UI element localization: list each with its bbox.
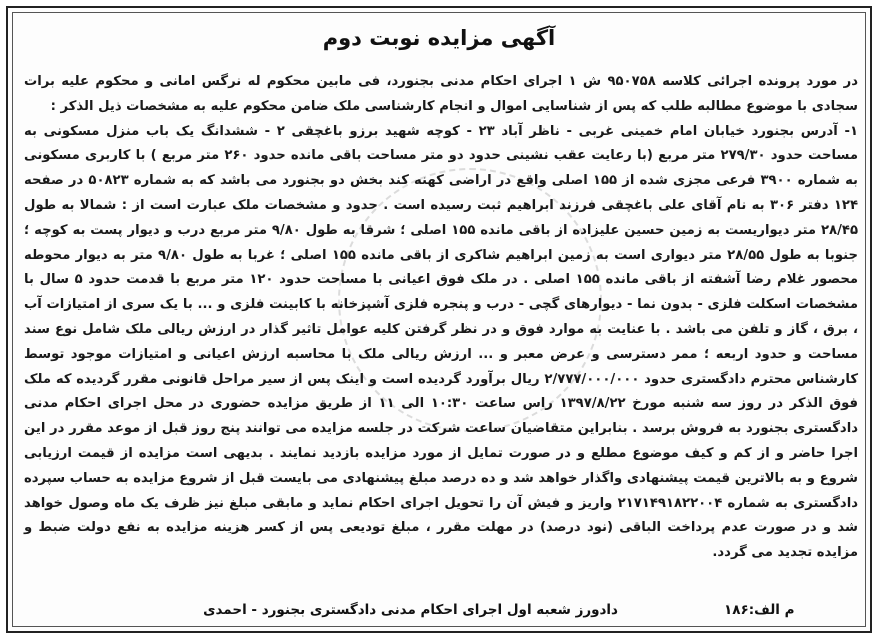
issuer-signature: دادورز شعبه اول اجرای احکام مدنی دادگستری بجنورد - احمدی (203, 602, 618, 618)
notice-paragraph-details: ۱- آدرس بجنورد خیابان امام خمینی غربی - ناظر آباد ۲۳ - کوچه شهید برزو باغچقی ۲ - ششدانگ یک باب منزل مسکونی به مساحت حدود ۲۷۹/۳۰ متر مربع (با رعایت عقب نشینی حدود دو متر مساحت باقی مانده حدود ۲۶۰ متر مربع ) با کاربری مسکونی به شماره ۳۹۰۰ فرعی مجزی شده از ۱۵۵ اصلی واقع در اراضی کهنه کند بخش دو بجنورد می باشد که به شماره ۵۰۸۲۳ در صفحه ۱۲۴ دفتر ۳۰۶ به نام آقای علی باغچقی فرزند ابراهیم ثبت رسیده است . حدود و مشخصات ملک عبارت است از : شمالا به طول ۲۸/۴۵ متر دیواریست به زمین حسین علیزاده از باقی مانده ۱۵۵ اصلی ؛ شرقا به طول ۹/۸۰ متر مربع درب و دیوار پست به کوچه ؛ جنوبا به طول ۲۸/۵۵ متر دیواری است به زمین ابراهیم شاکری از باقی مانده ۱۵۵ اصلی ؛ غربا به طول ۹/۸۰ متر به دیوار محوطه محصور غلام رضا آشفته از باقی مانده ۱۵۵ اصلی . در ملک فوق اعیانی با مساحت حدود ۱۲۰ متر مربع با قدمت حدود ۵ سال با مشخصات اسکلت فلزی - بدون نما - دیوارهای گچی - درب و پنجره فلزی آشپزخانه با کابینت فلزی و ... با یک سری از امتیازات آب ، برق ، گاز و تلفن می باشد . با عنایت به موارد فوق و در نظر گرفتن کلیه عوامل تاثیر گذار در ارزش ریالی ملک شامل نوع سند مساحت و حدود اربعه ؛ ممر دسترسی و عرض معبر و ... ارزش ریالی ملک با محاسبه ارزش اعیانی و امتیازات موجود توسط کارشناس محترم دادگستری حدود ۲/۷۷۷/۰۰۰/۰۰۰ ریال برآورد گردیده است و اینک پس از سیر مراحل قانونی مقرر گردیده که ملک فوق الذکر در روز سه شنبه مورخ ۱۳۹۷/۸/۲۲ راس ساعت ۱۰:۳۰ الی ۱۱ از طریق مزایده حضوری در محل اجرای احکام مدنی دادگستری بجنورد به فروش برسد . بنابراین متقاضیان ساعت شرکت در جلسه مزایده می توانند پنج روز قبل از موعد مقرر در این اجرا حاضر و از کم و کیف موضوع مطلع و در صورت تمایل از مورد مزایده بازدید نمایند . بدیهی است مزایده از قیمت ارزیابی شروع و به بالاترین قیمت پیشنهادی واگذار خواهد شد و ده درصد مبلغ پیشنهادی می بایست قبل از شروع مزایده به حساب سپرده دادگستری به شماره ۲۱۷۱۴۹۱۸۲۲۰۰۴ واریز و فیش آن را تحویل اجرای احکام نماید و مابقی مبلغ نیز ظرف یک ماه وصول خواهد شد و در صورت عدم پرداخت الباقی (نود درصد) در مهلت مقرر ، مبلغ تودیعی پس از کسر هزینه مزایده به نفع دولت ضبط و مزایده تجدید می گردد. (24, 123, 859, 561)
notice-paragraph-intro: در مورد پرونده اجرائی کلاسه ۹۵۰۷۵۸ ش ۱ اجرای احکام مدنی بجنورد، فی مابین محکوم له نرگس امانی و محکوم علیه برات سجادی با موضوع مطالبه طلب که پس از شناسایی اموال و انجام کارشناسی ملک ضامن محکوم علیه به مشخصات ذیل الذکر : (24, 74, 858, 114)
notice-frame (6, 6, 872, 633)
notice-body (24, 70, 858, 566)
notice-footer (24, 602, 858, 624)
notice-title: آگهی مزایده نوبت دوم (322, 26, 556, 50)
reference-number: م الف:۱۸۶ (724, 602, 795, 618)
